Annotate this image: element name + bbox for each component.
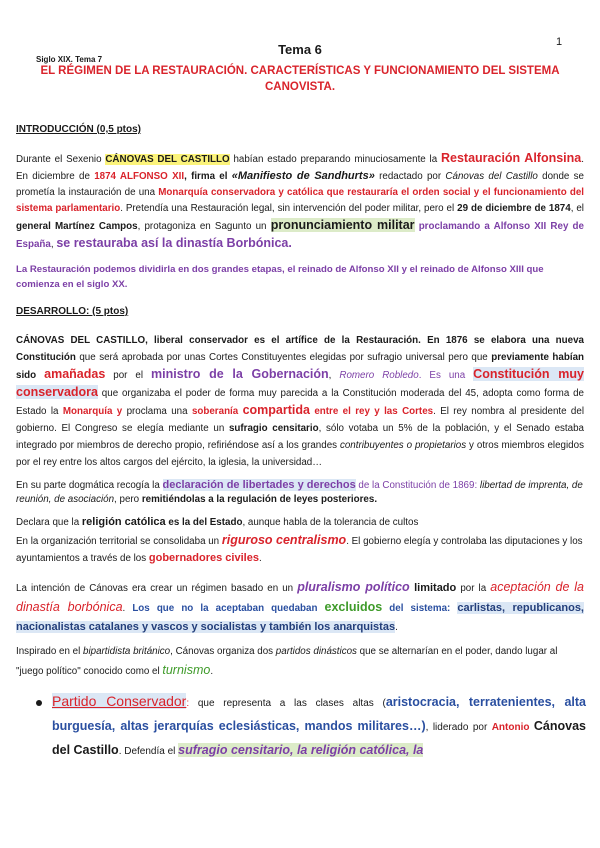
highlight-author: Cánovas del Castillo: [445, 171, 538, 182]
highlight-excluded-groups: carlistas, republicanos, nacionalistas catalanes y vascos y socialistas y también los anarquistas: [16, 602, 584, 633]
text: CÁNOVAS DEL CASTILLO, liberal conservador es el artífice de la Restauración. En 1876 se elabora una nueva Constitución: [16, 335, 584, 363]
text: , aunque habla de la tolerancia de cultos: [242, 517, 419, 528]
highlight-canovas-name: Cánovas del Castillo: [52, 719, 586, 757]
intro-paragraph-1: [16, 150, 584, 253]
text: que representa a las clases altas (: [189, 698, 386, 709]
highlight-restauracion: Restauración Alfonsina: [441, 151, 582, 165]
text: que se alternarían en el poder, dando lugar al "juego político" conocido como el: [16, 646, 558, 677]
highlight-rey-cortes: entre el rey y las Cortes: [309, 406, 434, 417]
highlight-aceptacion: aceptación de la dinastía borbónica: [16, 580, 585, 614]
text: redactado por: [374, 171, 446, 182]
text: , firma el: [184, 171, 232, 182]
highlight-religion: religión católica: [81, 516, 166, 528]
desarrollo-heading-points: : (5 ptos): [86, 306, 129, 317]
highlight-limitado: limitado: [409, 582, 457, 594]
partido-conservador-item: [52, 690, 586, 763]
text: . Es una: [418, 370, 474, 381]
highlight-partidos: partidos dinásticos: [275, 646, 357, 657]
highlight-amanadas: amañadas: [44, 367, 106, 381]
highlight-constitucion: Constitución muy conservadora: [16, 367, 584, 399]
highlight-ministro: ministro de la Gobernación: [151, 367, 329, 381]
intro-heading: [16, 124, 141, 135]
text: . En diciembre de: [16, 154, 584, 182]
desarrollo-paragraph-3: [16, 514, 584, 531]
text: , pero: [114, 494, 142, 505]
highlight-dinastia: se restauraba así la dinastía Borbónica.: [56, 236, 292, 250]
desarrollo-paragraph-2: [16, 478, 584, 507]
highlight-sufragio: sufragio censitario: [228, 423, 319, 434]
text: y otros miembros elegidos por el rey entre los altos cargos del ejército, la iglesia, la universidad…: [16, 440, 584, 468]
highlight-canovas: CÁNOVAS DEL CASTILLO: [105, 154, 230, 165]
page-number: 1: [556, 36, 563, 48]
text: .: [395, 622, 398, 633]
highlight-pronunciamiento: pronunciamiento militar: [270, 218, 415, 232]
text: .: [122, 603, 133, 614]
text: , Cánovas organiza dos: [170, 646, 276, 657]
highlight-romero: Romero Robledo: [339, 370, 419, 381]
highlight-soberania: soberanía: [191, 406, 243, 417]
text: :: [186, 698, 190, 709]
intro-heading-label: INTRODUCCIÓN (: [16, 124, 100, 135]
text: .: [210, 666, 214, 677]
highlight-partido: Partido Conservador: [52, 693, 187, 709]
bullet-dot-icon: [34, 698, 44, 708]
intro-heading-points: 0,5 ptos): [99, 124, 142, 135]
highlight-sufragio-censitario: sufragio censitario, la religión católica, la: [178, 743, 424, 757]
text: , protagoniza en Sagunto un: [137, 221, 271, 232]
text: es la del Estado: [165, 517, 243, 528]
text: La intención de Cánovas era crear un régimen basado en un: [16, 583, 298, 594]
highlight-date: 1874 ALFONSO XII: [94, 171, 185, 182]
text: , el: [570, 203, 584, 214]
text: . Pretendía una Restauración legal, sin intervención del poder militar, pero el: [120, 203, 458, 214]
highlight-remitiendolas: remitiéndolas a la regulación de leyes posteriores.: [141, 494, 378, 505]
text: ,: [328, 370, 340, 381]
text: por la: [456, 583, 491, 594]
text: proclama una: [122, 406, 192, 417]
text: por el: [105, 370, 152, 381]
text: Declara que la: [16, 517, 82, 528]
text: , liderado por: [425, 722, 492, 733]
text: donde se prometía la instauración de una: [16, 171, 584, 198]
text: previamente habían sido: [16, 352, 584, 381]
desarrollo-paragraph-5: [16, 578, 584, 637]
text: Antonio: [491, 722, 534, 733]
text: .: [258, 553, 262, 564]
highlight-monarquia: Monarquía conservadora y católica que restauraría el orden social y el funcionamiento del sistema parlamentario: [16, 187, 585, 214]
course-label: Siglo XIX. Tema 7: [36, 55, 103, 64]
desarrollo-heading: [16, 306, 128, 317]
text: de la Constitución de 1869:: [355, 480, 480, 491]
doc-title: Tema 6: [278, 42, 322, 57]
text: Durante el Sexenio: [16, 154, 106, 165]
highlight-monarquia: Monarquía y: [62, 406, 123, 417]
text: ,: [50, 239, 57, 250]
highlight-compartida: compartida: [242, 403, 310, 417]
text: En su parte dogmática recogía la: [16, 480, 163, 491]
text: que será aprobada por unas Cortes Constituyentes elegidas por sufragio universal pero que: [75, 352, 492, 363]
text: Los que no la aceptaban quedaban: [132, 603, 325, 614]
desarrollo-paragraph-1: [16, 332, 584, 471]
highlight-pluralismo: pluralismo político: [297, 580, 410, 594]
text: En la organización territorial se consolidaba un: [16, 536, 222, 547]
highlight-date-2: 29 de diciembre de 1874: [457, 203, 571, 214]
highlight-general: general Martínez Campos: [16, 221, 138, 232]
intro-paragraph-2: La Restauración podemos dividirla en dos grandes etapas, el reinado de Alfonso XII y el reinado de Alfonso XIII que comienza en el siglo XX.: [16, 264, 544, 290]
highlight-clases: aristocracia, terratenientes, alta burguesía, altas jerarquías eclesiásticas, mandos militares…): [52, 695, 586, 733]
text: . El gobierno elegía y controlaba las diputaciones y los ayuntamientos a través de los: [16, 536, 583, 564]
doc-subtitle: EL RÉGIMEN DE LA RESTAURACIÓN. CARACTERÍSTICAS Y FUNCIONAMIENTO DEL SISTEMA CANOVISTA.: [40, 65, 560, 93]
desarrollo-paragraph-4: [16, 532, 584, 567]
text: Inspirado en el: [16, 646, 83, 657]
highlight-manifiesto: «Manifiesto de Sandhurts»: [231, 170, 375, 182]
highlight-bipartidista: bipartidista británico: [83, 646, 171, 657]
desarrollo-heading-label: DESARROLLO: [16, 306, 86, 317]
highlight-contribuyentes: contribuyentes o propietarios: [339, 440, 467, 451]
text: , sólo votaba un 5% de la población, y el Senado estaba integrado por miembros de derecho propio, refiriéndose así a los grandes: [16, 423, 584, 451]
highlight-gobernadores: gobernadores civiles: [148, 552, 259, 564]
highlight-libertades: declaración de libertades y derechos: [162, 479, 356, 491]
highlight-proclamation: proclamando a Alfonso XII Rey de España: [16, 221, 584, 250]
highlight-centralismo: riguroso centralismo: [221, 533, 347, 547]
highlight-libertades-list: libertad de imprenta, de reunión, de asociación: [16, 480, 583, 505]
highlight-turnismo: turnismo: [162, 663, 211, 677]
highlight-excluidos: excluidos: [324, 600, 383, 614]
text: del sistema:: [382, 603, 458, 614]
text: . El rey nombra al presidente del gobierno. El Congreso se elegía mediante un: [16, 406, 584, 434]
text: . Defendía el: [118, 746, 179, 757]
text: que organizaba el poder de forma muy parecida a la Constitución moderada del 45, adopta como forma de Estado la: [16, 388, 584, 417]
text: habían estado preparando minuciosamente la: [229, 154, 441, 165]
desarrollo-paragraph-6: [16, 642, 584, 681]
